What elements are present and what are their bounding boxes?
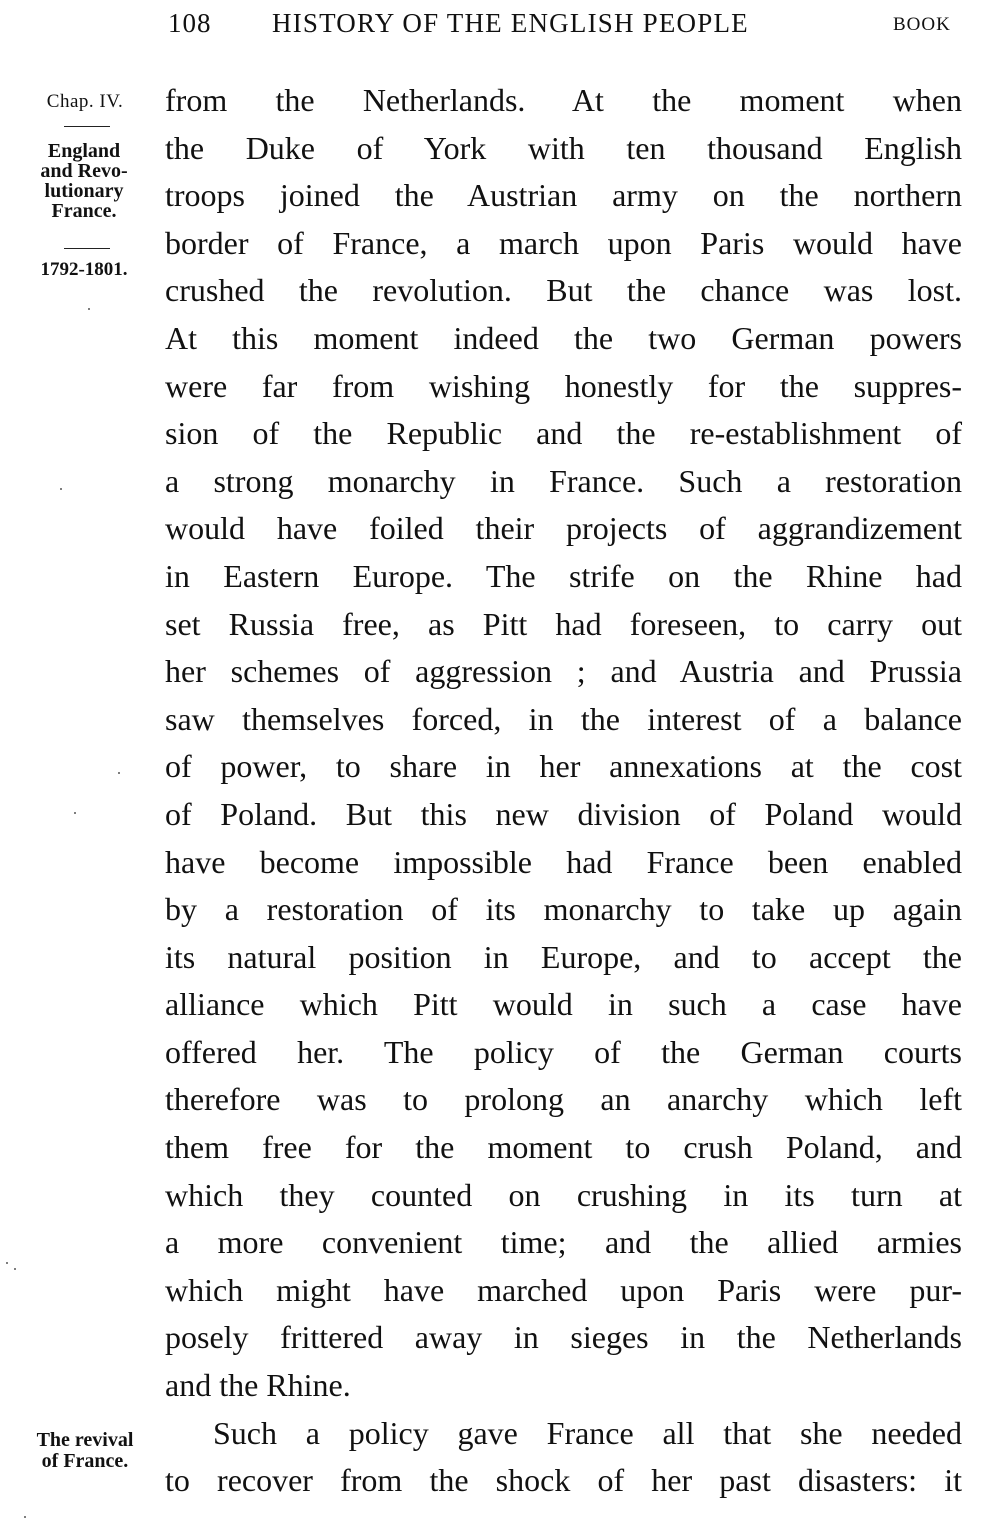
text-line: saw themselves forced, in the interest of a balance — [165, 700, 962, 737]
page-number: 108 — [168, 8, 212, 38]
sidenote-divider — [64, 248, 110, 249]
text-line: set Russia free, as Pitt had foreseen, to carry out — [165, 605, 962, 642]
subject-line: lutionary — [44, 180, 124, 202]
running-title: HISTORY OF THE ENGLISH PEOPLE — [272, 8, 749, 38]
text-line: to recover from the shock of her past disasters: it — [165, 1462, 962, 1499]
text-line: her schemes of aggression ; and Austria and Prussia — [165, 653, 962, 690]
chapter-sidenote: Chap. IV. — [46, 91, 124, 112]
text-line: were far from wishing honestly for the suppres- — [165, 367, 962, 404]
text-line: of power, to share in her annexations at the cost — [165, 748, 962, 785]
text-line: offered her. The policy of the German courts — [165, 1033, 962, 1070]
text-line: from the Netherlands. At the moment when — [165, 82, 962, 118]
scan-speck — [24, 1516, 26, 1518]
revival-line: of France. — [41, 1450, 129, 1472]
text-line: in Eastern Europe. The strife on the Rhine had — [165, 557, 962, 594]
text-line: therefore was to prolong an anarchy which left — [165, 1081, 962, 1118]
scan-speck — [14, 1268, 16, 1270]
sidenote-divider — [64, 126, 110, 127]
book-label: BOOK — [893, 14, 951, 35]
text-line: its natural position in Europe, and to accept the — [165, 938, 962, 975]
scan-speck — [118, 772, 120, 774]
text-line: border of France, a march upon Paris would have — [165, 224, 962, 261]
dates-sidenote: 1792-1801. — [40, 259, 128, 280]
scan-speck — [88, 308, 90, 310]
scan-speck — [6, 1262, 8, 1264]
text-line: have become impossible had France been enabled — [165, 843, 962, 880]
text-line: troops joined the Austrian army on the northern — [165, 177, 962, 214]
text-line: of Poland. But this new division of Poland would — [165, 795, 962, 832]
text-line: Such a policy gave France all that she needed — [213, 1414, 962, 1451]
body-text — [165, 77, 962, 1505]
text-line: the Duke of York with ten thousand English — [165, 129, 962, 166]
revival-line: The revival — [36, 1429, 134, 1451]
scan-speck — [74, 812, 76, 814]
subject-line: England — [47, 140, 121, 162]
text-line: a strong monarchy in France. Such a restoration — [165, 462, 962, 499]
text-line: posely frittered away in sieges in the Netherlands — [165, 1319, 962, 1356]
text-line: sion of the Republic and the re-establishment of — [165, 415, 962, 452]
scan-speck — [60, 488, 62, 490]
text-line: and the Rhine. — [165, 1367, 351, 1404]
text-line: by a restoration of its monarchy to take up again — [165, 891, 962, 928]
subject-line: and Revo- — [40, 160, 128, 182]
running-header — [0, 8, 1000, 48]
text-line: At this moment indeed the two German powers — [165, 319, 962, 356]
subject-line: France. — [51, 200, 117, 222]
text-line: alliance which Pitt would in such a case have — [165, 986, 962, 1023]
subject-sidenote — [22, 141, 146, 221]
text-line: would have foiled their projects of aggrandizement — [165, 510, 962, 547]
text-line: crushed the revolution. But the chance was lost. — [165, 272, 962, 309]
text-line: a more convenient time; and the allied armies — [165, 1224, 962, 1261]
text-line: them free for the moment to crush Poland, and — [165, 1129, 962, 1166]
revival-sidenote — [12, 1430, 158, 1472]
text-line: which they counted on crushing in its turn at — [165, 1176, 962, 1213]
text-line: which might have marched upon Paris were pur- — [165, 1271, 962, 1308]
